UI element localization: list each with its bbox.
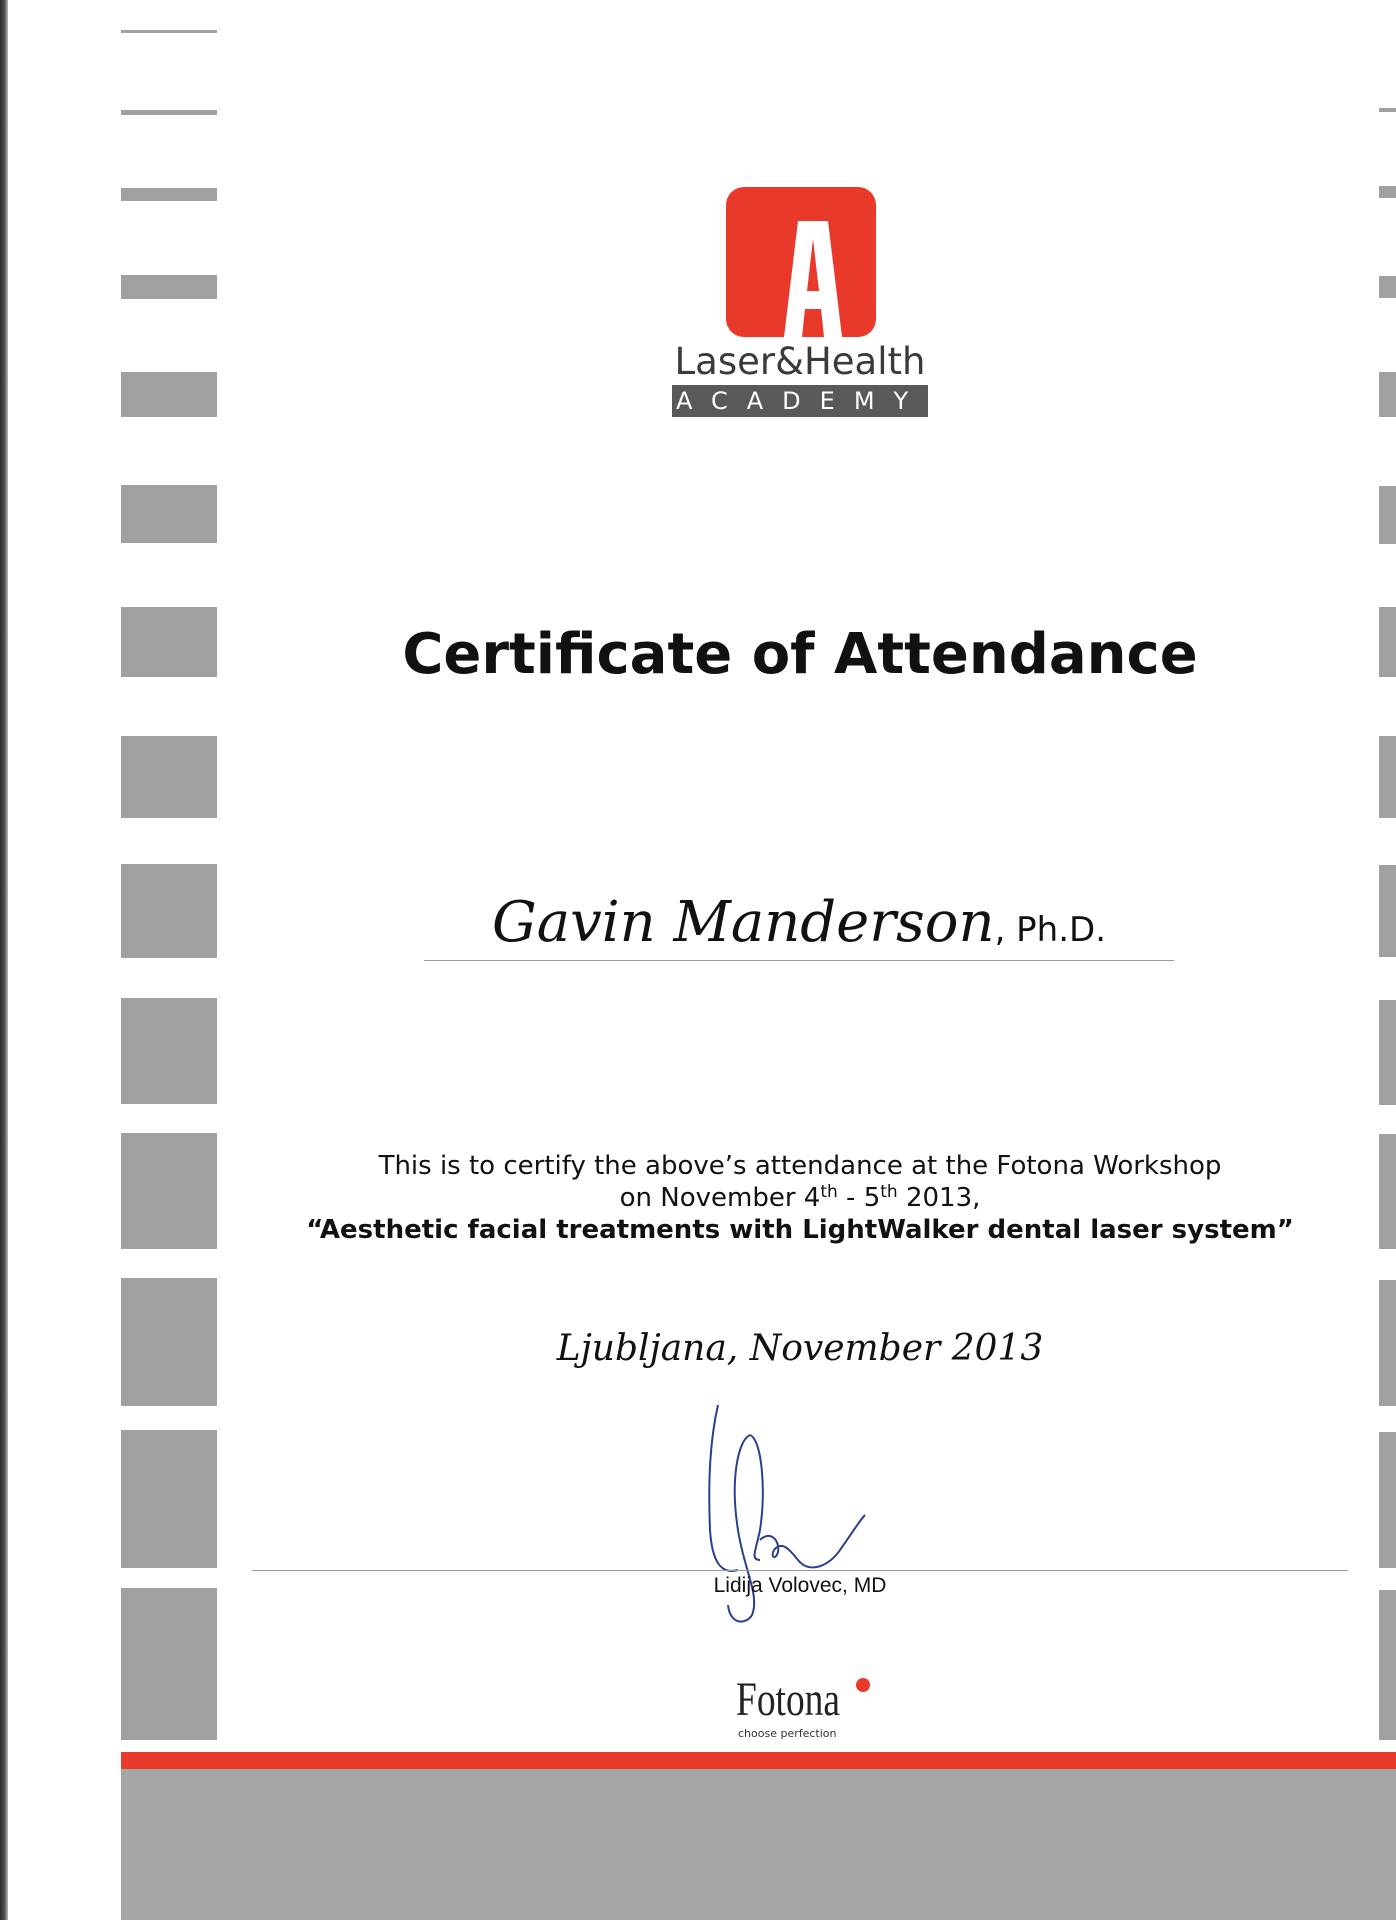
decor-stripe bbox=[1379, 108, 1396, 112]
logo-subtitle: ACADEMY bbox=[672, 385, 928, 417]
decor-stripe bbox=[121, 998, 217, 1104]
fotona-dot-icon bbox=[856, 1678, 870, 1692]
date-suffix: 2013, bbox=[897, 1183, 981, 1213]
fotona-tagline: choose perfection bbox=[738, 1727, 837, 1740]
decor-stripe bbox=[121, 485, 217, 543]
academy-logo bbox=[660, 185, 940, 425]
decor-stripe bbox=[1379, 1432, 1396, 1568]
certification-text bbox=[240, 1150, 1360, 1246]
binding-edge bbox=[0, 0, 8, 1920]
decor-stripe bbox=[1379, 736, 1396, 818]
decor-stripe bbox=[1379, 276, 1396, 298]
decor-stripe bbox=[121, 30, 217, 33]
decor-stripe bbox=[1379, 1590, 1396, 1740]
fotona-logo bbox=[720, 1672, 880, 1742]
certification-line-1: This is to certify the above’s attendance at the Fotona Workshop bbox=[378, 1151, 1222, 1181]
decor-stripe bbox=[1379, 1000, 1396, 1105]
logo-name: Laser&Health bbox=[674, 340, 926, 383]
decor-stripe bbox=[1379, 1134, 1396, 1249]
decor-stripe bbox=[121, 110, 217, 115]
date-prefix: on November 4 bbox=[619, 1183, 821, 1213]
recipient-name: Gavin Manderson bbox=[491, 890, 995, 955]
decor-stripe bbox=[1379, 865, 1396, 957]
signature-icon bbox=[690, 1400, 930, 1634]
fotona-wordmark: Fotona bbox=[736, 1673, 841, 1726]
decor-stripe bbox=[121, 1133, 217, 1249]
certification-line-2 bbox=[240, 1182, 1360, 1214]
footer-red-band bbox=[121, 1752, 1396, 1769]
decor-stripe bbox=[121, 1430, 217, 1568]
decor-stripe bbox=[121, 607, 217, 677]
date-mid: - 5 bbox=[837, 1183, 881, 1213]
signature-line bbox=[252, 1570, 1348, 1571]
decor-stripe bbox=[1379, 1280, 1396, 1406]
date-sup-2: th bbox=[880, 1182, 898, 1202]
certificate-title: Certificate of Attendance bbox=[402, 622, 1198, 687]
decor-stripe bbox=[121, 1278, 217, 1406]
decor-stripe bbox=[121, 372, 217, 417]
recipient-line bbox=[424, 890, 1174, 961]
decor-stripe bbox=[121, 864, 217, 958]
decor-stripe bbox=[1379, 372, 1396, 417]
logo-a-icon bbox=[726, 187, 876, 337]
decor-stripe bbox=[121, 1588, 217, 1740]
recipient-degree: , Ph.D. bbox=[994, 910, 1107, 950]
footer-grey-band bbox=[121, 1769, 1396, 1920]
decor-stripe bbox=[1379, 186, 1396, 198]
decor-stripe bbox=[1379, 486, 1396, 544]
workshop-title: “Aesthetic facial treatments with LightWalker dental laser system” bbox=[306, 1215, 1294, 1245]
decor-stripe bbox=[121, 275, 217, 299]
place-date: Ljubljana, November 2013 bbox=[556, 1328, 1044, 1369]
decor-stripe bbox=[121, 188, 217, 201]
decor-stripe bbox=[121, 736, 217, 818]
decor-stripe bbox=[1379, 607, 1396, 677]
date-sup-1: th bbox=[820, 1182, 838, 1202]
signer-name: Lidija Volovec, MD bbox=[713, 1574, 887, 1597]
